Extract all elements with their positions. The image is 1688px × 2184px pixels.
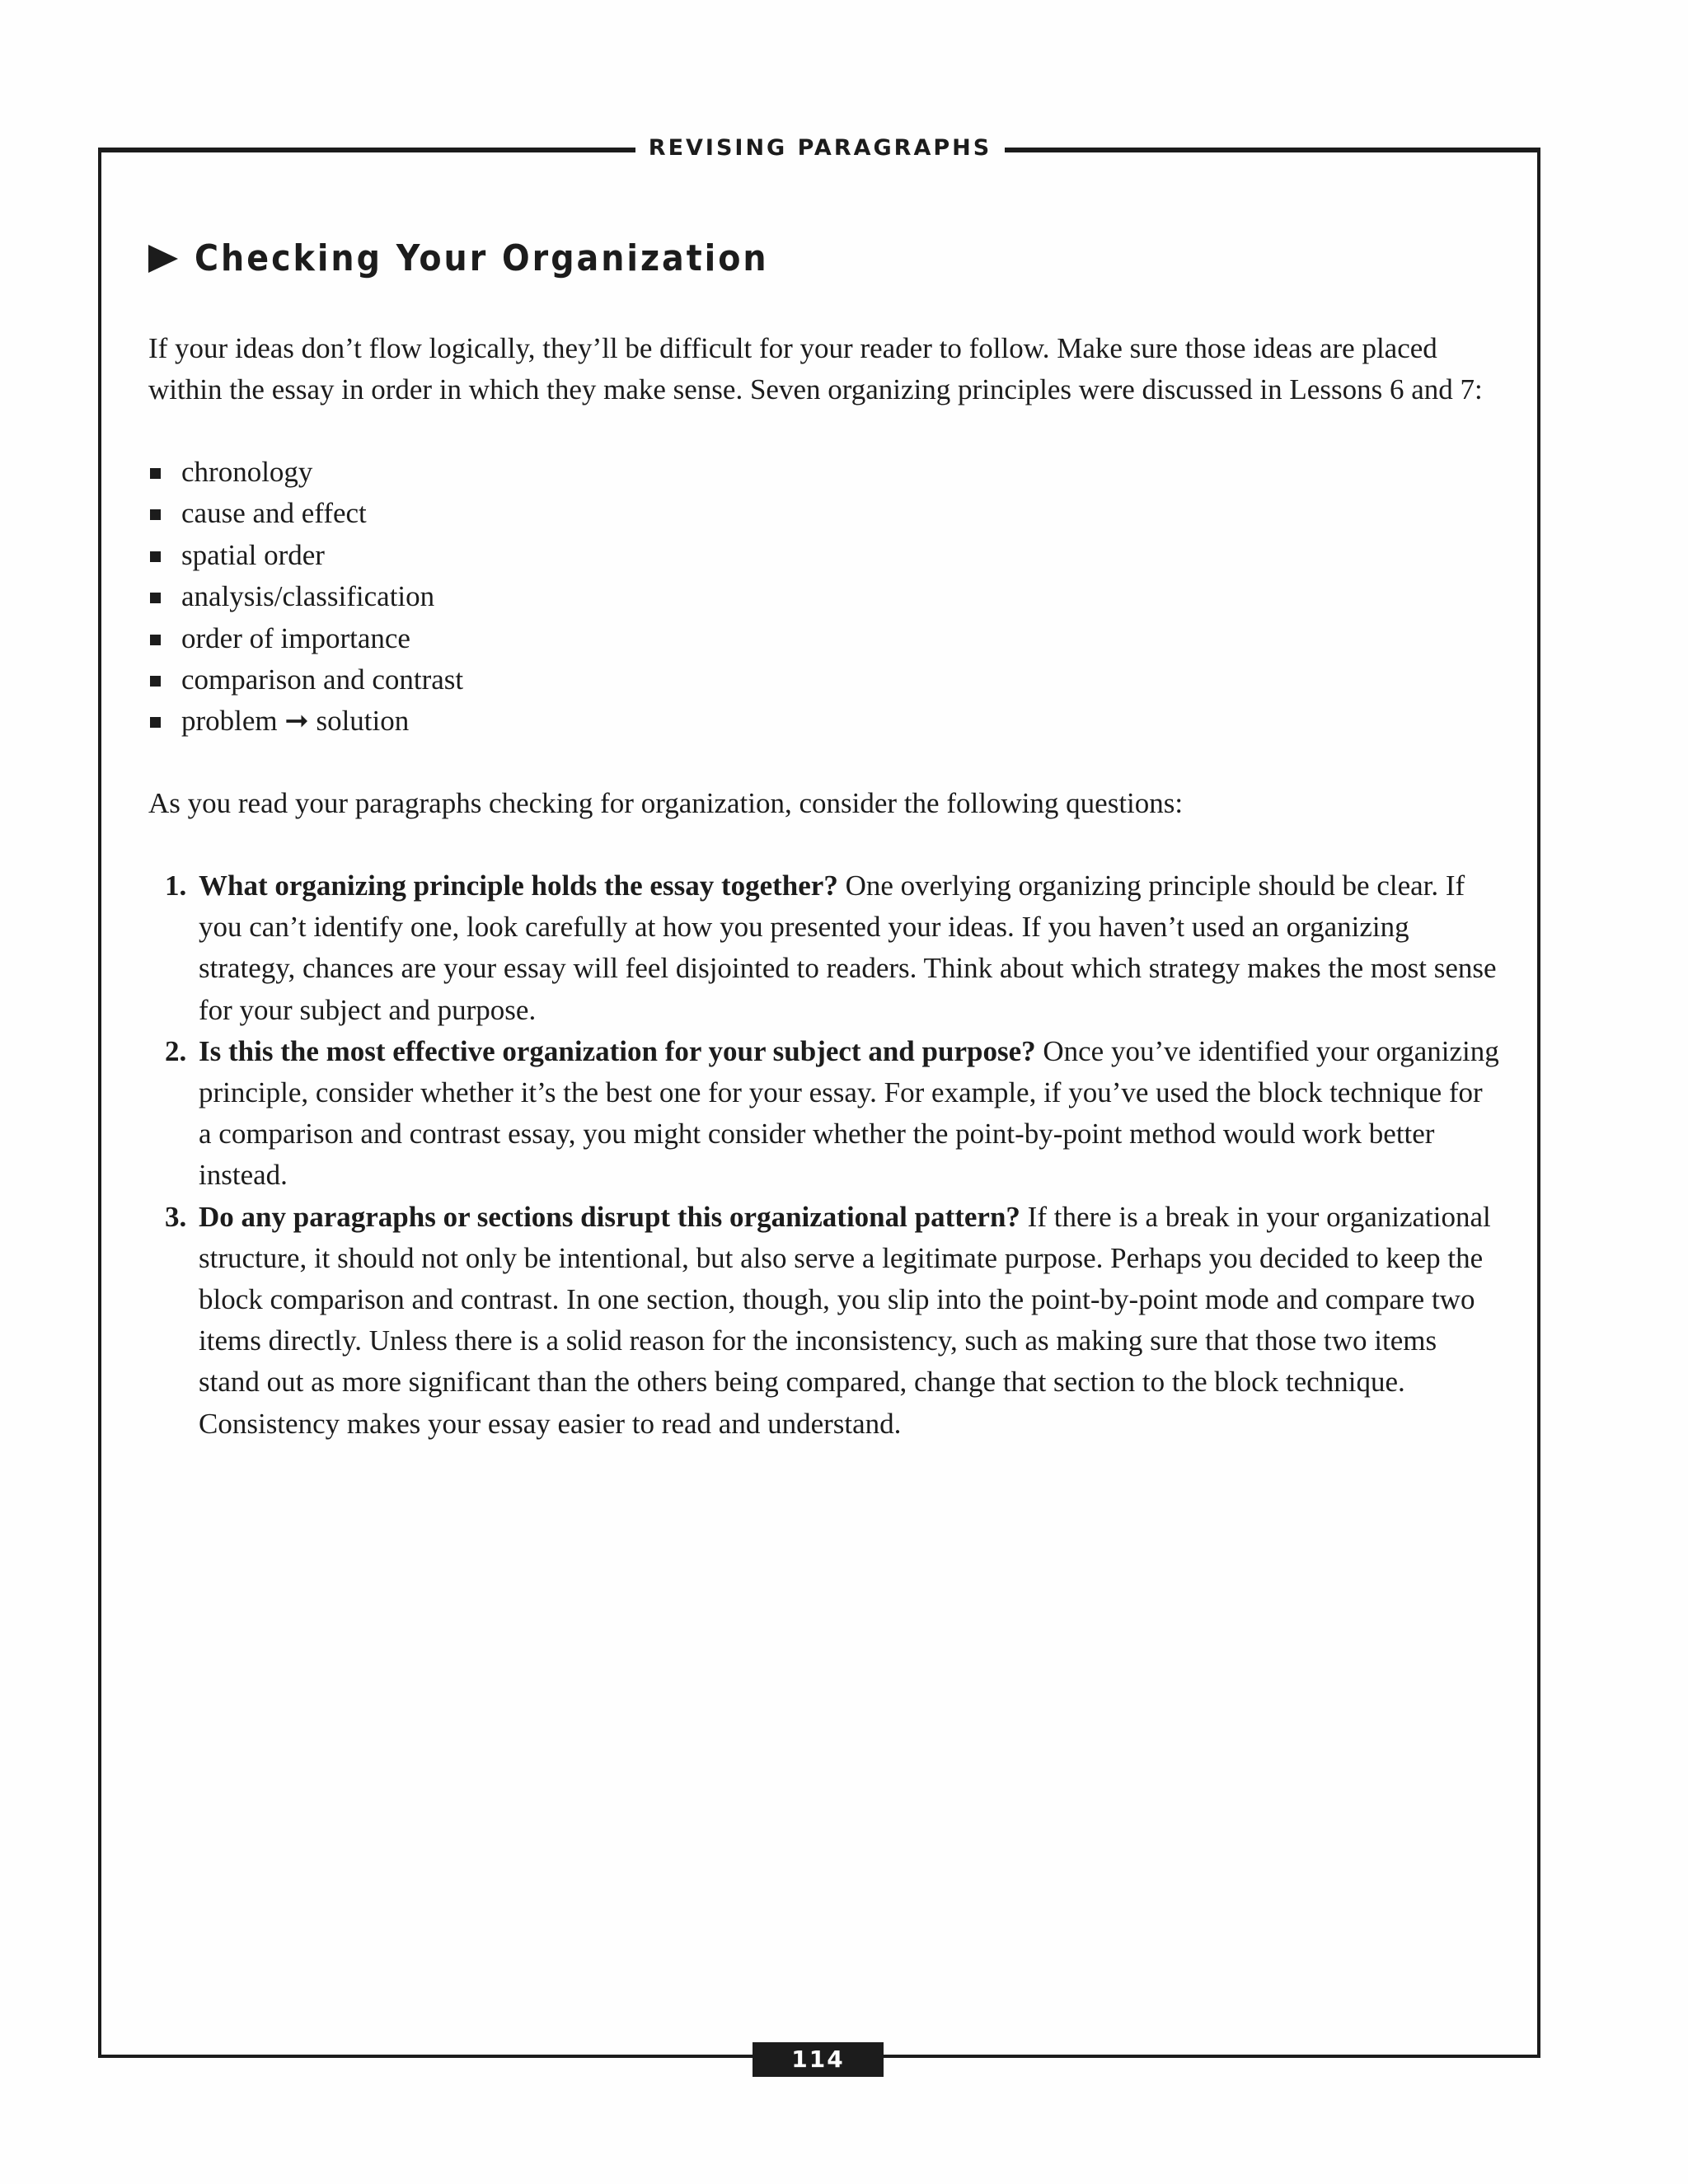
list-item: order of importance [148,618,463,659]
triangle-right-icon [148,245,178,273]
page-number: 114 [753,2042,884,2077]
question-body: One overlying organizing principle should be clear. If you can’t identify one, look carefully at how you presented your ideas. If you haven’t used an organizing strategy, chances are your essay will feel disjointed to readers. Think about which strategy makes the most sense for your subject and purpose. [199,869,1497,1026]
list-item: problem ➞ solution [148,701,463,742]
question-item [148,1031,1500,1197]
question-item [148,865,1500,1031]
question-text: Is this the most effective organization for your subject and purpose? [199,1034,1043,1067]
principles-list [148,452,463,743]
section-heading [148,237,769,279]
section-title: Checking Your Organization [195,237,769,279]
intro-paragraph: If your ideas don’t flow logically, they’ll be difficult for your reader to follow. Make sure those ideas are placed within the essay in order in which they make sense. Seven organizing principles were discussed in Lessons 6 and 7: [148,332,1483,405]
bullet-square-icon [150,635,161,645]
bullet-square-icon [150,468,161,479]
question-item [148,1197,1500,1445]
questions-list [148,865,1500,1445]
question-number: 2. [165,1034,187,1067]
question-number: 1. [165,869,187,902]
list-item: comparison and contrast [148,659,463,701]
question-text: Do any paragraphs or sections disrupt this organizational pattern? [199,1200,1028,1233]
running-head-text: REVISING PARAGRAPHS [635,135,1005,161]
list-item: analysis/classification [148,576,463,617]
bullet-square-icon [150,676,161,687]
bullet-square-icon [150,509,161,520]
list-item: chronology [148,452,463,493]
bullet-square-icon [150,593,161,603]
question-number: 3. [165,1200,187,1233]
question-body: If there is a break in your organizational structure, it should not only be intentional, but also serve a legitimate purpose. Perhaps you decided to keep the block comparison and contrast. In one section, though, you slip into the point-by-point mode and compare two items directly. Unless there is a solid reason for the inconsistency, such as making sure that those two items stand out as more significant than the others being compared, change that section to the block technique. Consistency makes your essay easier to read and understand. [199,1200,1491,1440]
lead-in-paragraph: As you read your paragraphs checking for organization, consider the following questions: [148,787,1184,819]
running-head [0,135,1640,161]
question-text: What organizing principle holds the essay together? [199,869,846,902]
list-item: spatial order [148,535,463,576]
list-item: cause and effect [148,493,463,534]
bullet-square-icon [150,717,161,728]
question-body: Once you’ve identified your organizing principle, consider whether it’s the best one for your essay. For example, if you’ve used the block technique for a comparison and contrast essay, you might consider whether the point-by-point method would work better instead. [199,1034,1499,1192]
bullet-square-icon [150,551,161,562]
